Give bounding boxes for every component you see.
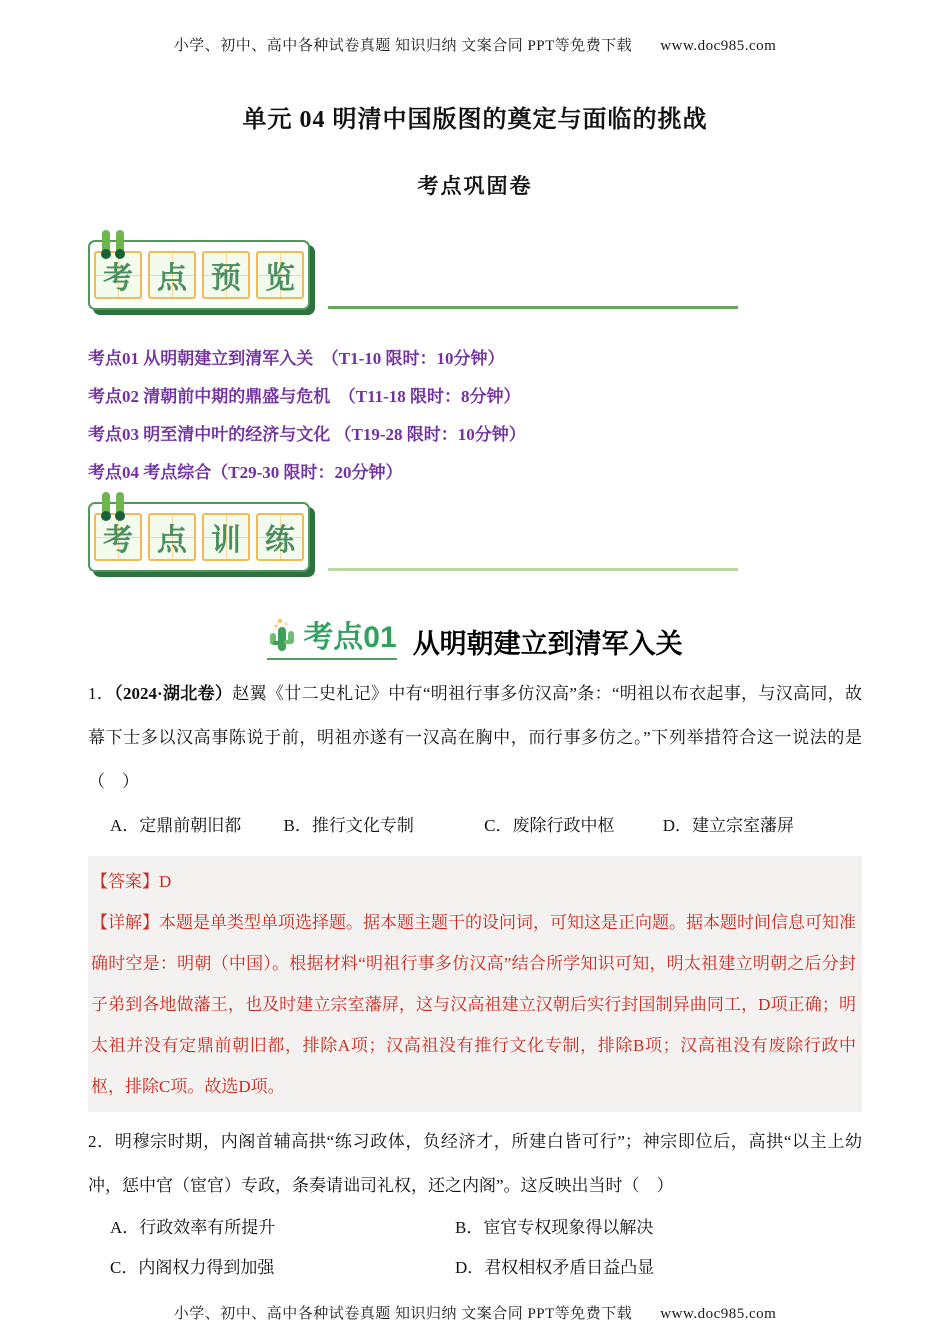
divider-line (328, 306, 738, 309)
badge-char-tile: 点 (148, 251, 196, 299)
doc-footer (88, 1302, 862, 1323)
badge-char-tile: 考 (94, 251, 142, 299)
pin-icon (102, 492, 110, 518)
question-2-options (88, 1208, 862, 1288)
exam-point-list (88, 340, 862, 492)
badge-char-tile: 训 (202, 513, 250, 561)
paper-subtitle: 考点巩固卷 (417, 174, 533, 198)
badge-char-tile: 点 (148, 513, 196, 561)
question-2-stem (88, 1120, 862, 1208)
badge-char-tile: 考 (94, 513, 142, 561)
section-badge (267, 617, 396, 660)
option-d: D．建立宗室藩屏 (662, 816, 794, 835)
question-1-stem (88, 672, 862, 804)
answer-label: 【答案】 (91, 872, 159, 891)
answer-value: D (159, 872, 172, 891)
divider-line (328, 568, 738, 571)
footer-promo-text: 小学、初中、高中各种试卷真题 知识归纳 文案合同 PPT等免费下载 (173, 1306, 633, 1322)
badge-char-tile: 览 (256, 251, 304, 299)
header-promo-text: 小学、初中、高中各种试卷真题 知识归纳 文案合同 PPT等免费下载 (173, 38, 633, 54)
cactus-icon (267, 617, 297, 653)
option-c: C．废除行政中枢 (484, 816, 615, 835)
detail-text: 本题是单类型单项选择题。据本题主题干的设问词，可知这是正向题。据本题时间信息可知准确时空是：明朝（中国）。根据材料“明祖行事多仿汉高”结合所学知识可知，明太祖建立明朝之后分封子弟到各地做藩王，也及时建立宗室藩屏，这与汉高祖建立汉朝后实行封国制异曲同工，D项正确；明太祖并没有定鼎前朝旧都，排除A项；汉高祖没有推行文化专制，排除B项；汉高祖没有废除行政中枢，排除C项。故选D项。 (91, 913, 856, 1096)
option-a: A．行政效率有所提升 (110, 1218, 276, 1237)
option-a: A．定鼎前朝旧都 (110, 816, 242, 835)
option-d: D．君权相权矛盾日益凸显 (455, 1258, 655, 1277)
footer-site-url: www.doc985.com (660, 1306, 777, 1322)
list-item: 考点04 考点综合（T29-30 限时：20分钟） (88, 463, 403, 482)
section-title: 从明朝建立到清军入关 (412, 629, 683, 660)
preview-badge-row (88, 234, 862, 320)
preview-badge (88, 240, 310, 310)
training-badge (88, 502, 310, 572)
question-source: （2024·湖北卷） (114, 684, 233, 703)
header-site-url: www.doc985.com (660, 38, 777, 54)
answer-explanation-block (88, 856, 862, 1112)
answer-line (91, 861, 856, 902)
option-c: C．内阁权力得到加强 (110, 1258, 275, 1277)
option-b: B．推行文化专制 (283, 816, 414, 835)
question-1-options (88, 804, 862, 848)
list-item: 考点02 清朝前中期的鼎盛与危机 （T11-18 限时：8分钟） (88, 387, 521, 406)
page-content (0, 34, 950, 1323)
question-text: 赵翼《廿二史札记》中有“明祖行事多仿汉高”条：“明祖以布衣起事，与汉高同，故幕下士多以汉高事陈说于前，明祖亦遂有一汉高在胸中，而行事多仿之。”下列举措符合这一说法的是（ ） (88, 684, 863, 791)
question-number: 1． (88, 684, 115, 703)
badge-char-tile: 预 (202, 251, 250, 299)
unit-title: 单元 04 明清中国版图的奠定与面临的挑战 (242, 107, 708, 133)
doc-header (88, 34, 862, 55)
list-item: 考点03 明至清中叶的经济与文化 （T19-28 限时：10分钟） (88, 425, 526, 444)
list-item: 考点01 从明朝建立到清军入关 （T1-10 限时：10分钟） (88, 349, 505, 368)
pin-icon (102, 230, 110, 256)
training-badge-row (88, 496, 862, 582)
pin-icon (116, 492, 124, 518)
section-heading (88, 602, 862, 660)
detail-label: 【详解】 (91, 913, 159, 932)
section-badge-label: 考点01 (303, 621, 397, 654)
question-text: 明穆宗时期，内阁首辅高拱“练习政体，负经济才，所建白皆可行”；神宗即位后，高拱“以主上幼冲，惩中官（宦官）专政，条奏请诎司礼权，还之内阁”。这反映出当时（ ） (88, 1132, 862, 1195)
question-number: 2． (88, 1132, 115, 1151)
option-b: B．宦官专权现象得以解决 (455, 1218, 654, 1237)
pin-icon (116, 230, 124, 256)
badge-char-tile: 练 (256, 513, 304, 561)
